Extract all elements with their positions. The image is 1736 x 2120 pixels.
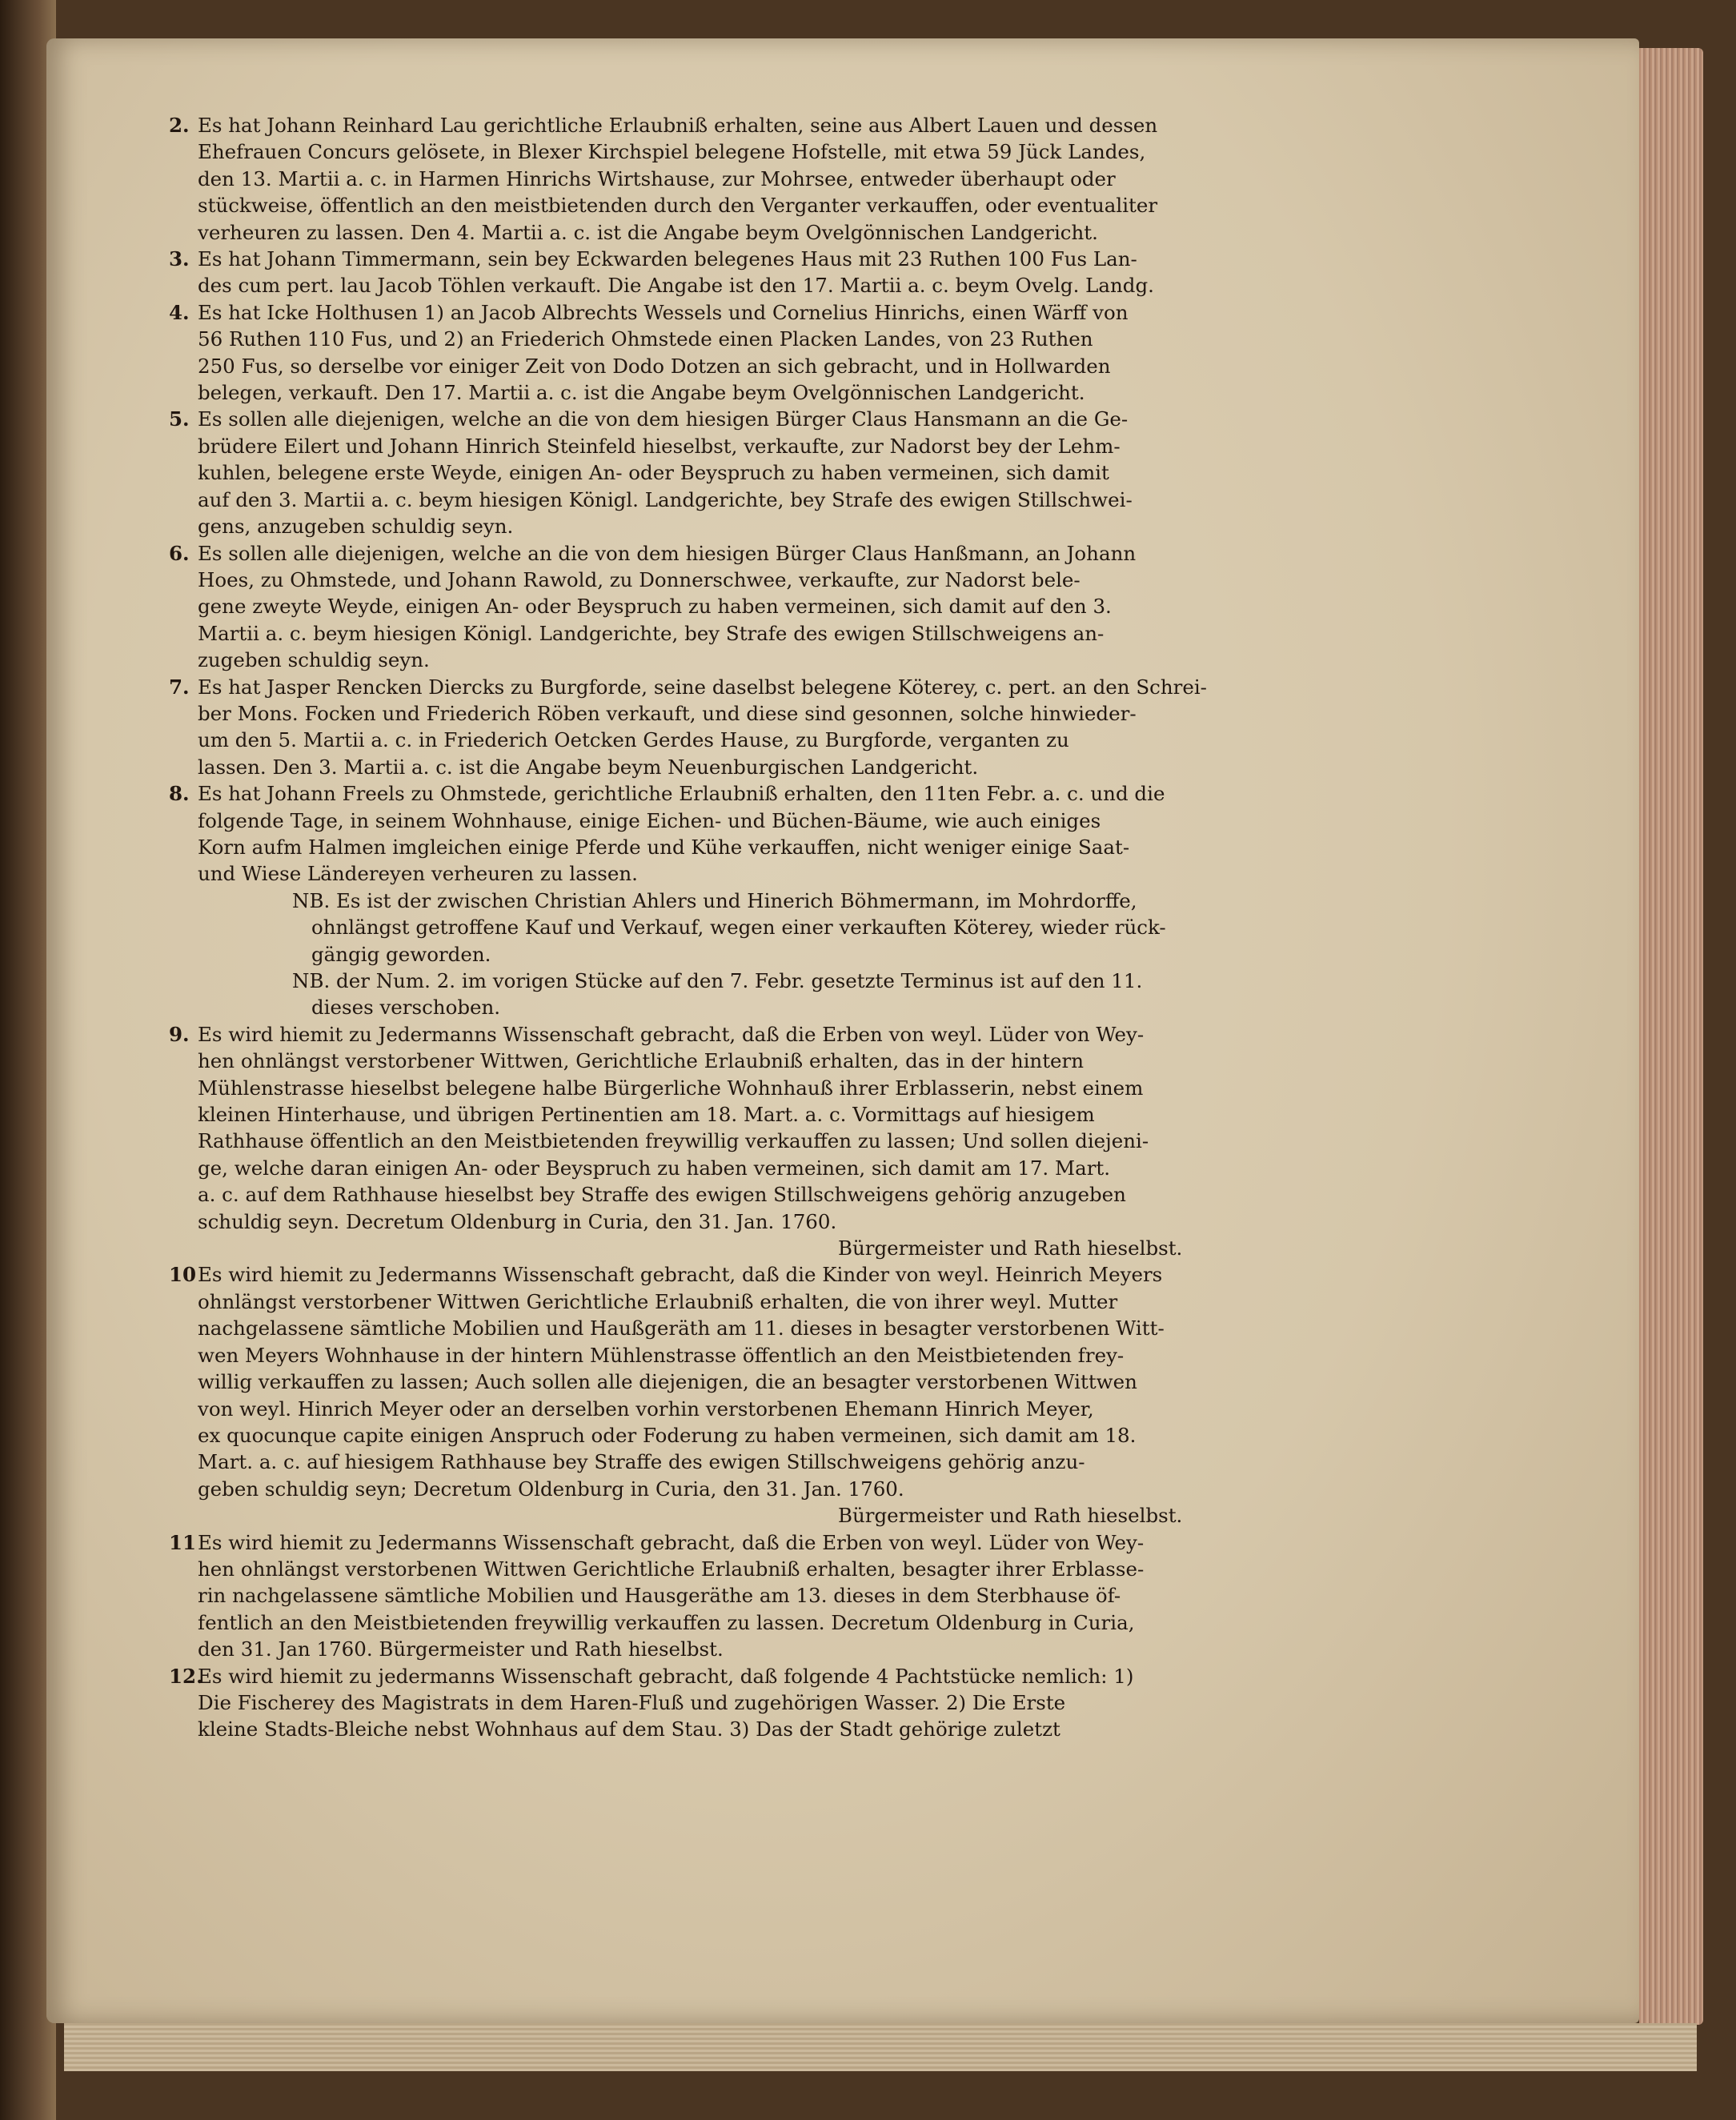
text-line: Es sollen alle diejenigen, welche an die von dem hiesigen Bürger Claus Hanßmann, an Johann bbox=[198, 541, 1137, 565]
text-line: brüdere Eilert und Johann Hinrich Steinfeld hieselbst, verkaufte, zur Nadorst bey der Lehm- bbox=[198, 434, 1121, 458]
text-line: Mart. a. c. auf hiesigem Rathhause bey Straffe des ewigen Stillschweigens gehörig anzu- bbox=[198, 1450, 1085, 1474]
notice-entry bbox=[169, 112, 1365, 246]
text-line: und Wiese Ländereyen verheuren zu lassen. bbox=[198, 862, 638, 886]
notice-entry bbox=[169, 1663, 1365, 1743]
entry-number: 9. bbox=[169, 1022, 190, 1046]
text-line: Es wird hiemit zu Jedermanns Wissenschaft gebracht, daß die Kinder von weyl. Heinrich Meyers bbox=[198, 1263, 1163, 1287]
text-line: zugeben schuldig seyn. bbox=[198, 648, 430, 672]
text-line: gens, anzugeben schuldig seyn. bbox=[198, 515, 514, 539]
text-line: schuldig seyn. Decretum Oldenburg in Curia, den 31. Jan. 1760. bbox=[198, 1209, 837, 1233]
entry-number: 8. bbox=[169, 782, 190, 806]
text-line: stückweise, öffentlich an den meistbietenden durch den Verganter verkauffen, oder eventualiter bbox=[198, 194, 1158, 218]
text-line: hen ohnlängst verstorbenen Wittwen Gerichtliche Erlaubniß erhalten, besagter ihrer Erblasse- bbox=[198, 1557, 1145, 1581]
entry-number: 6. bbox=[169, 541, 190, 565]
text-line: Es wird hiemit zu jedermanns Wissenschaft gebracht, daß folgende 4 Pachtstücke nemlich: 1) bbox=[198, 1664, 1134, 1688]
text-line: gene zweyte Weyde, einigen An- oder Beyspruch zu haben vermeinen, sich damit auf den 3. bbox=[198, 595, 1112, 619]
text-line: um den 5. Martii a. c. in Friederich Oetcken Gerdes Hause, zu Burgforde, verganten zu bbox=[198, 728, 1069, 752]
nb-note bbox=[172, 968, 1365, 1021]
nb-note bbox=[172, 888, 1365, 968]
notice-entry bbox=[169, 674, 1365, 781]
notice-entry bbox=[169, 246, 1365, 299]
text-line: ge, welche daran einigen An- oder Beyspruch zu haben vermeinen, sich damit am 17. Mart. bbox=[198, 1156, 1111, 1180]
text-line: den 31. Jan 1760. Bürgermeister und Rath hieselbst. bbox=[198, 1637, 724, 1661]
text-line: 250 Fus, so derselbe vor einiger Zeit von Dodo Dotzen an sich gebracht, und in Hollwarden bbox=[198, 354, 1111, 378]
text-line: Korn aufm Halmen imgleichen einige Pferde und Kühe verkauffen, nicht weniger einige Saat- bbox=[198, 835, 1130, 859]
entry-number: 2. bbox=[169, 114, 190, 137]
text-line: fentlich an den Meistbietenden freywillig verkauffen zu lassen. Decretum Oldenburg in Curia, bbox=[198, 1610, 1135, 1634]
text-line: ohnlängst getroffene Kauf und Verkauf, wegen einer verkauften Köterey, wieder rück- bbox=[311, 916, 1166, 940]
text-line: ex quocunque capite einigen Anspruch oder Foderung zu haben vermeinen, sich damit am 18. bbox=[198, 1423, 1137, 1447]
notice-entry bbox=[169, 299, 1365, 407]
entry-number: 3. bbox=[169, 247, 190, 271]
text-line: Es wird hiemit zu Jedermanns Wissenschaft gebracht, daß die Erben von weyl. Lüder von Wey- bbox=[198, 1022, 1145, 1046]
text-line: Ehefrauen Concurs gelösete, in Blexer Kirchspiel belegene Hofstelle, mit etwa 59 Jück Landes, bbox=[198, 140, 1146, 164]
text-line: den 13. Martii a. c. in Harmen Hinrichs Wirtshause, zur Mohrsee, entweder überhaupt oder bbox=[198, 166, 1116, 190]
notes-block bbox=[172, 888, 1365, 1021]
entries-block-2 bbox=[169, 1021, 1365, 1743]
text-line: Es hat Johann Timmermann, sein bey Eckwarden belegenes Haus mit 23 Ruthen 100 Fus Lan- bbox=[198, 247, 1137, 271]
page-edges bbox=[1639, 48, 1703, 2025]
text-line: Es hat Jasper Rencken Diercks zu Burgforde, seine daselbst belegene Köterey, c. pert. an den Schrei- bbox=[198, 675, 1207, 699]
text-line: lassen. Den 3. Martii a. c. ist die Angabe beym Neuenburgischen Landgericht. bbox=[198, 755, 979, 779]
text-line: nachgelassene sämtliche Mobilien und Haußgeräth am 11. dieses in besagter verstorbenen Witt- bbox=[198, 1316, 1165, 1341]
text-line: kuhlen, belegene erste Weyde, einigen An- oder Beyspruch zu haben vermeinen, sich damit bbox=[198, 461, 1109, 485]
text-line: auf den 3. Martii a. c. beym hiesigen Königl. Landgerichte, bey Strafe des ewigen Stillschwei- bbox=[198, 487, 1133, 511]
notice-entry bbox=[169, 540, 1365, 674]
entry-number: 5. bbox=[169, 407, 190, 431]
text-line: Es sollen alle diejenigen, welche an die von dem hiesigen Bürger Claus Hansmann an die Ge- bbox=[198, 407, 1129, 431]
notice-entry bbox=[169, 1529, 1365, 1663]
text-line: Rathhause öffentlich an den Meistbietenden freywillig verkauffen zu lassen; Und sollen diejeni- bbox=[198, 1129, 1149, 1153]
entry-number: 7. bbox=[169, 675, 190, 699]
entry-number: 11 bbox=[169, 1530, 197, 1554]
text-line: NB. der Num. 2. im vorigen Stücke auf den 7. Febr. gesetzte Terminus ist auf den 11. bbox=[292, 969, 1143, 992]
text-line: Es wird hiemit zu Jedermanns Wissenschaft gebracht, daß die Erben von weyl. Lüder von Wey- bbox=[198, 1530, 1145, 1554]
notice-text bbox=[169, 112, 1365, 1743]
notice-entry bbox=[169, 780, 1365, 888]
text-line: verheuren zu lassen. Den 4. Martii a. c. ist die Angabe beym Ovelgönnischen Landgericht. bbox=[198, 220, 1098, 244]
notice-entry bbox=[169, 406, 1365, 539]
text-line: willig verkauffen zu lassen; Auch sollen alle diejenigen, die an besagter verstorbenen Wittwen bbox=[198, 1370, 1137, 1394]
text-line: geben schuldig seyn; Decretum Oldenburg in Curia, den 31. Jan. 1760. bbox=[198, 1477, 904, 1501]
text-line: Hoes, zu Ohmstede, und Johann Rawold, zu Donnerschwee, verkaufte, zur Nadorst bele- bbox=[198, 567, 1080, 591]
notice-entry bbox=[169, 1261, 1365, 1529]
text-line: Es hat Johann Freels zu Ohmstede, gerichtliche Erlaubniß erhalten, den 11ten Febr. a. c. und die bbox=[198, 782, 1165, 806]
text-line: Es hat Icke Holthusen 1) an Jacob Albrechts Wessels und Cornelius Hinrichs, einen Wärff von bbox=[198, 300, 1129, 324]
signature-line: Bürgermeister und Rath hieselbst. bbox=[838, 1236, 1183, 1260]
text-line: rin nachgelassene sämtliche Mobilien und Hausgeräthe am 13. dieses in dem Sterbhause öf- bbox=[198, 1584, 1121, 1608]
signature-line: Bürgermeister und Rath hieselbst. bbox=[838, 1504, 1183, 1528]
entries-block-1 bbox=[169, 112, 1365, 888]
text-line: wen Meyers Wohnhause in der hintern Mühlenstrasse öffentlich an den Meistbietenden frey- bbox=[198, 1343, 1125, 1367]
entry-number: 4. bbox=[169, 300, 190, 324]
text-line: Martii a. c. beym hiesigen Königl. Landgerichte, bey Strafe des ewigen Stillschweigens an- bbox=[198, 621, 1105, 645]
text-line: ohnlängst verstorbener Wittwen Gerichtliche Erlaubniß erhalten, die von ihrer weyl. Mutter bbox=[198, 1289, 1118, 1313]
text-line: folgende Tage, in seinem Wohnhause, einige Eichen- und Büchen-Bäume, wie auch einiges bbox=[198, 808, 1101, 832]
text-line: des cum pert. lau Jacob Töhlen verkauft. Die Angabe ist den 17. Martii a. c. beym Ovelg. Landg. bbox=[198, 274, 1154, 298]
text-line: kleine Stadts-Bleiche nebst Wohnhaus auf dem Stau. 3) Das der Stadt gehörige zuletzt bbox=[198, 1717, 1060, 1741]
text-line: hen ohnlängst verstorbener Wittwen, Gerichtliche Erlaubniß erhalten, das in der hintern bbox=[198, 1049, 1084, 1073]
text-line: dieses verschoben. bbox=[311, 996, 501, 1020]
text-line: gängig geworden. bbox=[311, 942, 491, 966]
text-line: NB. Es ist der zwischen Christian Ahlers und Hinerich Böhmermann, im Mohrdorffe, bbox=[292, 888, 1137, 912]
notice-entry bbox=[169, 1021, 1365, 1262]
text-line: ber Mons. Focken und Friederich Röben verkauft, und diese sind gesonnen, solche hinwieder- bbox=[198, 701, 1137, 725]
text-line: Die Fischerey des Magistrats in dem Haren-Fluß und zugehörigen Wasser. 2) Die Erste bbox=[198, 1690, 1066, 1714]
text-line: kleinen Hinterhause, und übrigen Pertinentien am 18. Mart. a. c. Vormittags auf hiesigem bbox=[198, 1103, 1095, 1127]
entry-number: 12. bbox=[169, 1664, 203, 1688]
entry-number: 10 bbox=[169, 1263, 197, 1287]
text-line: Mühlenstrasse hieselbst belegene halbe Bürgerliche Wohnhauß ihrer Erblasserin, nebst einem bbox=[198, 1076, 1144, 1100]
text-line: Es hat Johann Reinhard Lau gerichtliche Erlaubniß erhalten, seine aus Albert Lauen und dessen bbox=[198, 114, 1158, 137]
text-line: 56 Ruthen 110 Fus, und 2) an Friederich Ohmstede einen Placken Landes, von 23 Ruthen bbox=[198, 327, 1093, 351]
text-line: a. c. auf dem Rathhause hieselbst bey Straffe des ewigen Stillschweigens gehörig anzugeben bbox=[198, 1183, 1126, 1207]
text-line: belegen, verkauft. Den 17. Martii a. c. ist die Angabe beym Ovelgönnischen Landgericht. bbox=[198, 381, 1085, 405]
text-line: von weyl. Hinrich Meyer oder an derselben vorhin verstorbenen Ehemann Hinrich Meyer, bbox=[198, 1397, 1094, 1421]
bottom-page-edges bbox=[64, 2023, 1697, 2071]
